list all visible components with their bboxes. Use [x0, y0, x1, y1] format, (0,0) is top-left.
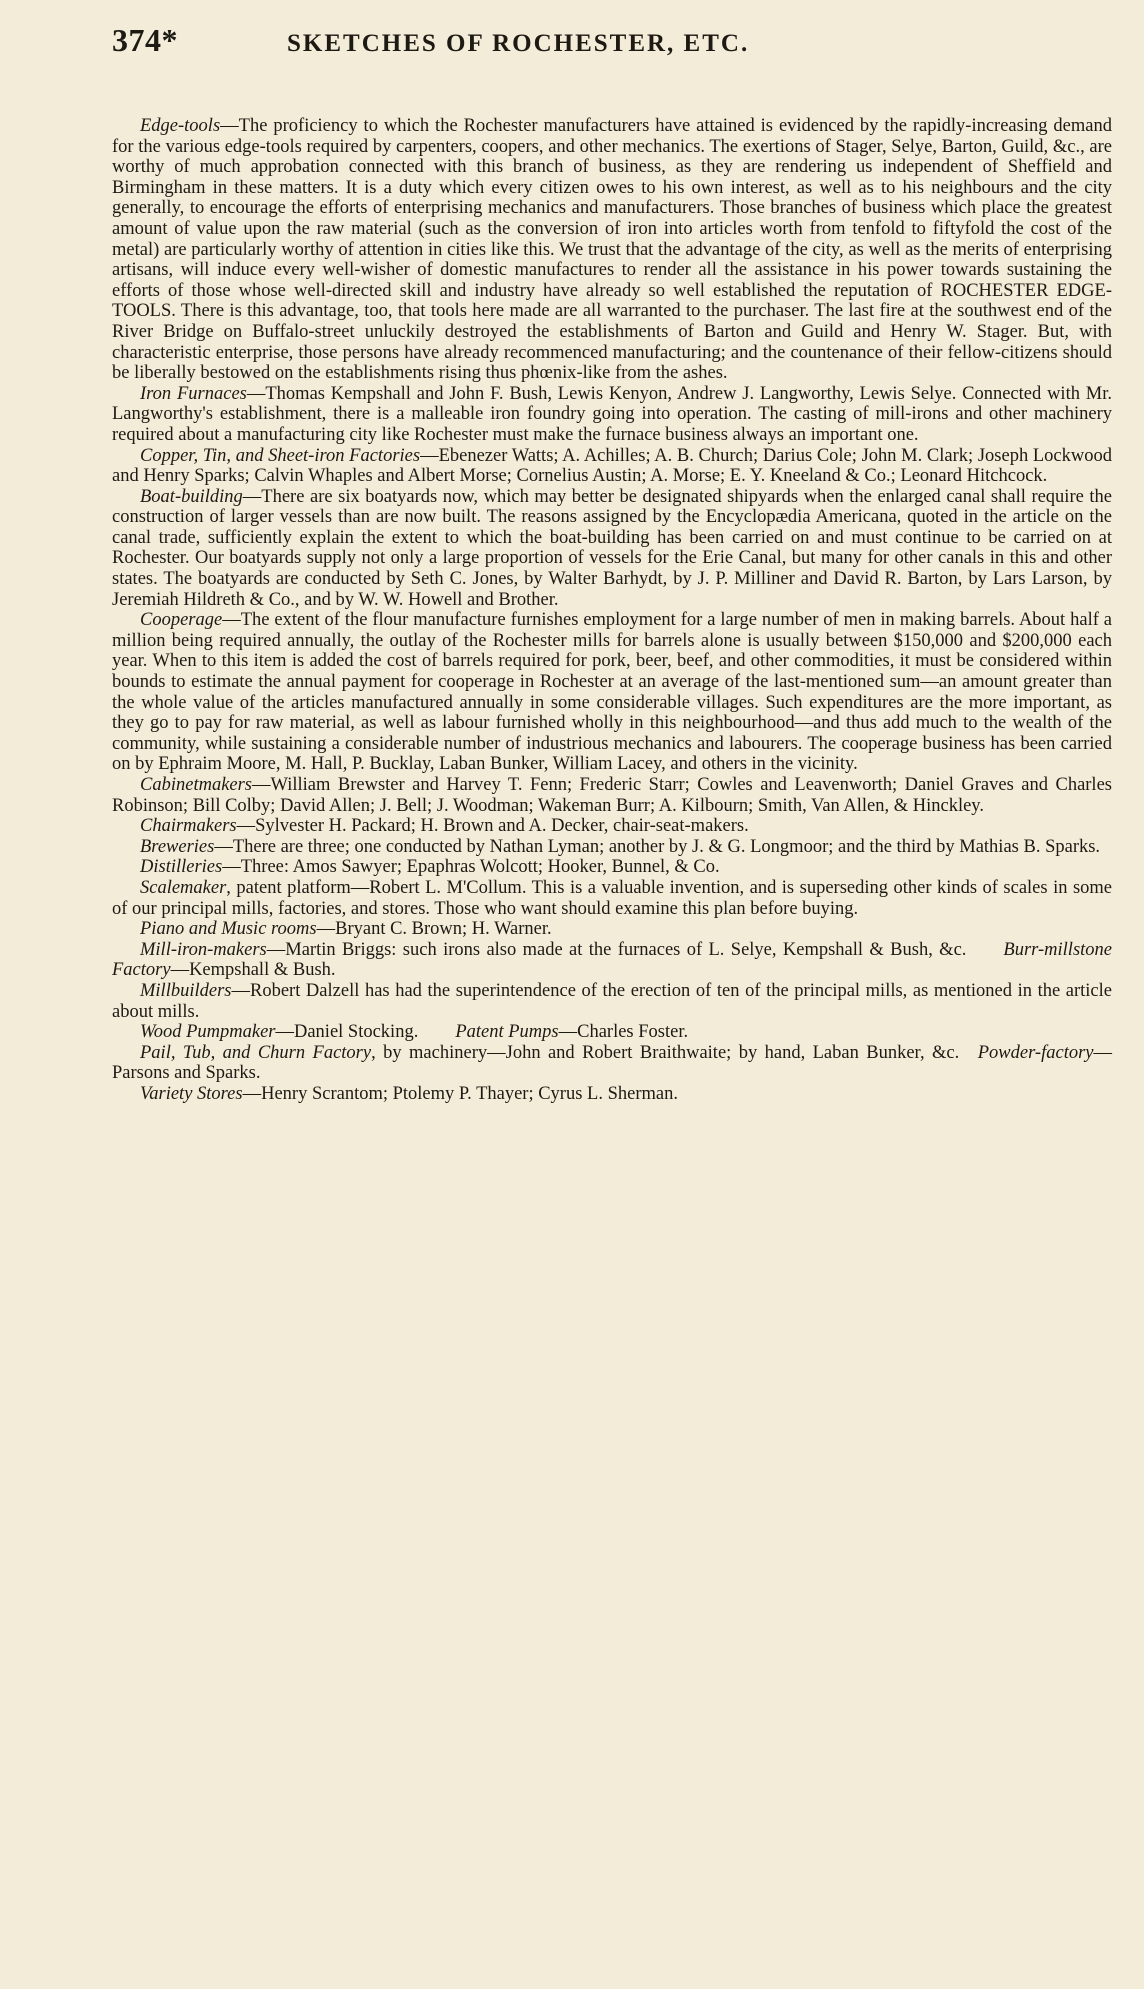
- paragraph-text: , patent platform—Robert L. M'Collum. This is a valuable invention, and is superseding other kinds of scales in some of our principal mills, factories, and stores. Those who want should examine this plan before buying.: [112, 877, 1112, 919]
- paragraph-text: —Robert Dalzell has had the superintendence of the erection of ten of the principal mills, as mentioned in the article about mills.: [112, 980, 1112, 1022]
- paragraph-text: —Ebenezer Watts; A. Achilles; A. B. Church; Darius Cole; John M. Clark; Joseph Lockwood and Henry Sparks; Calvin Whaples and Albert Morse; Cornelius Austin; A. Morse; E. Y. Kneeland & Co.; Leonard Hitchcock.: [112, 445, 1112, 487]
- paragraph-lead: Cabinetmakers: [140, 775, 253, 795]
- paragraph-lead: Piano and Music rooms: [140, 919, 317, 940]
- paragraph-lead-secondary: Patent Pumps: [455, 1022, 559, 1043]
- paragraph-copper-tin-factories: [112, 446, 1112, 487]
- paragraph-text: —The extent of the flour manufacture furnishes employment for a large number of men in making barrels. About half a million being required annually, the outlay of the Rochester mills for barrels alone is usually between $150,000 and $200,000 each year. When to this item is added the cost of barrels required for pork, beer, beef, and other commodities, it must be considered within bounds to estimate the annual payment for cooperage in Rochester at an average of the last-mentioned sum—an amount greater than the whole value of the articles manufactured annually in some considerable villages. Such expenditures are the more important, as they go to pay for raw material, as well as labour furnished wholly in this neighbourhood—and thus add much to the wealth of the community, while sustaining a considerable number of industrious mechanics and labourers. The cooperage business has been carried on by Ephraim Moore, M. Hall, P. Bucklay, Laban Bunker, William Lacey, and others in the vicinity.: [112, 610, 1112, 775]
- paragraph-text: —Martin Briggs: such irons also made at the furnaces of L. Selye, Kempshall & Bush, &c.: [266, 939, 967, 960]
- paragraph-lead: Cooperage: [140, 610, 223, 631]
- paragraph-cabinetmakers: [112, 775, 1112, 816]
- running-head: SKETCHES OF ROCHESTER, ETC.: [287, 30, 750, 57]
- paragraph-pail-tub-churn: [112, 1043, 1112, 1084]
- paragraph-edge-tools: [112, 116, 1112, 384]
- paragraph-breweries: [112, 837, 1112, 858]
- paragraph-wood-pumpmaker: [112, 1022, 1112, 1043]
- paragraph-boat-building: [112, 487, 1112, 611]
- paragraph-lead: Boat-building: [140, 486, 243, 507]
- paragraph-lead: Wood Pumpmaker: [140, 1022, 276, 1043]
- paragraph-millbuilders: [112, 981, 1112, 1022]
- paragraph-chairmakers: [112, 816, 1112, 837]
- paragraph-lead: Distilleries: [140, 857, 223, 878]
- paragraph-lead: Iron Furnaces: [140, 383, 247, 404]
- paragraph-lead-secondary: Burr-millstone Factory: [112, 939, 1112, 981]
- paragraph-lead: Edge-tools: [140, 116, 221, 136]
- paragraph-lead: Variety Stores: [140, 1083, 243, 1104]
- paragraph-text: —Thomas Kempshall and John F. Bush, Lewis Kenyon, Andrew J. Langworthy, Lewis Selye. Connected with Mr. Langworthy's establishment, there is a malleable iron foundry going into operation. The casting of mill-irons and other machinery required about a manufacturing city like Rochester must make the furnace business always an important one.: [112, 383, 1112, 445]
- paragraph-text: —Sylvester H. Packard; H. Brown and A. Decker, chair-seat-makers.: [236, 816, 749, 837]
- paragraph-piano-music: [112, 919, 1112, 940]
- paragraph-iron-furnaces: [112, 384, 1112, 446]
- paragraph-lead: Copper, Tin, and Sheet-iron Factories: [140, 445, 421, 466]
- page-header: [112, 22, 1112, 82]
- paragraph-text: —The proficiency to which the Rochester manufacturers have attained is evidenced by the rapidly-increasing demand for the various edge-tools required by carpenters, coopers, and other mechanics. The exertions of Stager, Selye, Barton, Guild, &c., are worthy of much approbation connected with this branch of business, as they are rendering us independent of Sheffield and Birmingham in these matters. It is a duty which every citizen owes to his own interest, as well as to his neighbours and the city generally, to encourage the efforts of enterprising mechanics and manufacturers. Those branches of business which place the greatest amount of value upon the raw material (such as the conversion of iron into articles worth from tenfold to fiftyfold the cost of the metal) are particularly worthy of attention in cities like this. We trust that the advantage of the city, as well as the merits of enterprising artisans, will induce every well-wisher of domestic manufactures to render all the assistance in his power towards sustaining the efforts of those whose well-directed skill and industry have already so well established the reputation of ROCHESTER EDGE-TOOLS. There is this advantage, too, that tools here made are all warranted to the purchaser. The last fire at the southwest end of the River Bridge on Buffalo-street unluckily destroyed the establishments of Barton and Guild and Henry W. Stager. But, with characteristic enterprise, those persons have already recommenced manufacturing; and the countenance of their fellow-citizens should be liberally bestowed on the establishments rising thus phœnix-like from the ashes.: [112, 116, 1112, 384]
- paragraph-lead: Breweries: [140, 836, 215, 857]
- paragraph-cooperage: [112, 610, 1112, 775]
- page-number: 374*: [112, 22, 178, 58]
- body-text: [112, 116, 1112, 1105]
- paragraph-mill-iron-makers: [112, 940, 1112, 981]
- paragraph-distilleries: [112, 857, 1112, 878]
- paragraph-text-secondary: —Parsons and Sparks.: [112, 1042, 1112, 1084]
- paragraph-text: —Daniel Stocking.: [275, 1022, 419, 1043]
- paragraph-lead: Pail, Tub, and Churn Factory: [140, 1042, 372, 1063]
- paragraph-text-secondary: —Kempshall & Bush.: [170, 960, 336, 981]
- paragraph-variety-stores: [112, 1084, 1112, 1105]
- paragraph-text-secondary: —Charles Foster.: [558, 1022, 689, 1043]
- paragraph-text: —There are six boatyards now, which may better be designated shipyards when the enlarged canal shall require the construction of larger vessels than are now built. The reasons assigned by the Encyclopædia Americana, quoted in the article on the canal trade, sufficiently explain the extent to which the boat-building has been carried on and must continue to be carried on at Rochester. Our boatyards supply not only a large proportion of vessels for the Erie Canal, but many for other canals in this and other states. The boatyards are conducted by Seth C. Jones, by Walter Barhydt, by J. P. Milliner and David R. Barton, by Lars Larson, by Jeremiah Hildreth & Co., and by W. W. Howell and Brother.: [112, 486, 1112, 610]
- paragraph-lead: Chairmakers: [140, 816, 237, 837]
- paragraph-lead: Scalemaker: [140, 877, 227, 898]
- paragraph-lead-secondary: Powder-factory: [977, 1042, 1094, 1063]
- paragraph-text: , by machinery—John and Robert Braithwaite; by hand, Laban Bunker, &c.: [371, 1042, 960, 1063]
- paragraph-text: —There are three; one conducted by Nathan Lyman; another by J. & G. Longmoor; and the third by Mathias B. Sparks.: [214, 836, 1101, 857]
- paragraph-lead: Mill-iron-makers: [140, 939, 267, 960]
- paragraph-text: —William Brewster and Harvey T. Fenn; Frederic Starr; Cowles and Leavenworth; Daniel Graves and Charles Robinson; Bill Colby; David Allen; J. Bell; J. Woodman; Wakeman Burr; A. Kilbourn; Smith, Van Allen, & Hinckley.: [112, 775, 1112, 816]
- paragraph-scalemaker: [112, 878, 1112, 919]
- paragraph-text: —Henry Scrantom; Ptolemy P. Thayer; Cyrus L. Sherman.: [242, 1083, 678, 1104]
- paragraph-text: —Three: Amos Sawyer; Epaphras Wolcott; Hooker, Bunnel, & Co.: [222, 857, 720, 878]
- paragraph-lead: Millbuilders: [140, 980, 232, 1001]
- paragraph-text: —Bryant C. Brown; H. Warner.: [316, 919, 552, 940]
